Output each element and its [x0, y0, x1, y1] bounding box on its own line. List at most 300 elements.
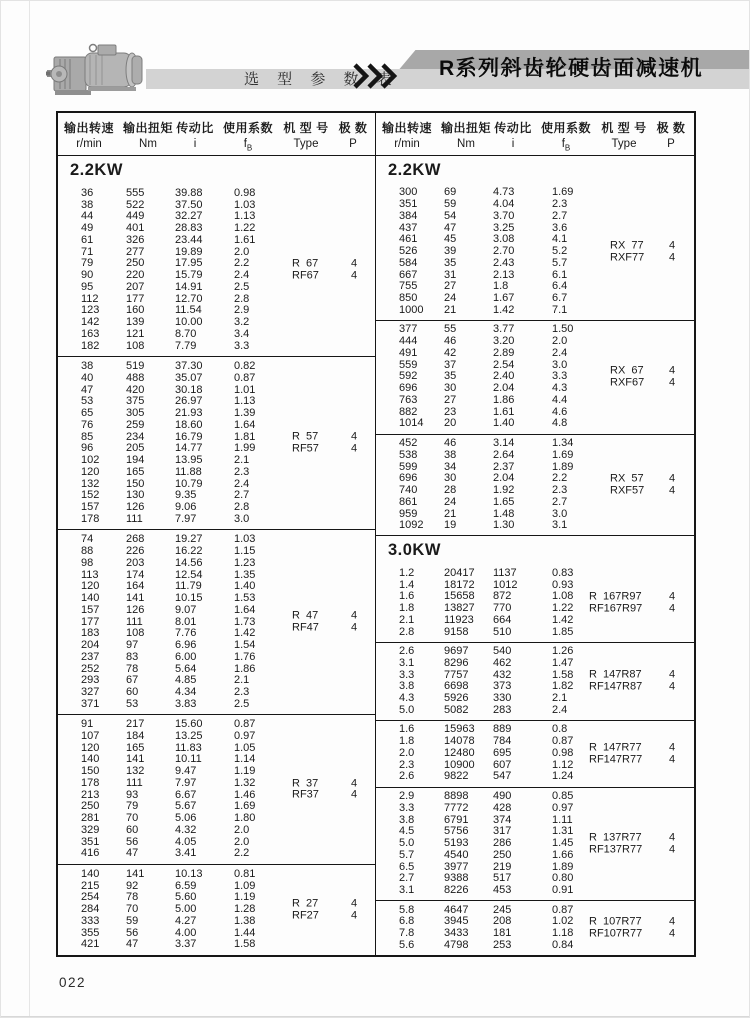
output-speed-value: 377 — [399, 323, 418, 336]
output-speed-value: 284 — [81, 903, 100, 916]
output-speed-value: 53 — [81, 395, 94, 408]
model-line — [589, 670, 683, 682]
table-row — [376, 438, 694, 450]
ratio-value: 3.83 — [175, 697, 197, 710]
service-factor-value: 2.1 — [552, 692, 568, 705]
service-factor-value: 1.47 — [552, 656, 574, 669]
ratio-value: 11.88 — [175, 465, 202, 478]
service-factor-value: 1.66 — [552, 848, 574, 861]
ratio-value: 14.77 — [175, 442, 203, 455]
ratio-value: 607 — [493, 758, 512, 771]
service-factor-value: 2.5 — [234, 280, 250, 293]
pole-count: 4 — [351, 776, 358, 789]
service-factor-value: 2.3 — [234, 686, 250, 698]
output-torque-value: 132 — [126, 765, 145, 778]
output-torque-value: 5756 — [444, 825, 469, 838]
model-type: RXF57 — [610, 484, 645, 497]
model-type: R 167R97 — [589, 590, 642, 603]
output-speed-value: 861 — [399, 495, 418, 508]
ratio-value: 5.64 — [175, 662, 197, 675]
output-torque-value: 174 — [126, 568, 145, 581]
parameter-block — [376, 184, 694, 321]
header-ratio: 传动比 i — [494, 120, 532, 150]
service-factor-value: 1.44 — [234, 926, 256, 939]
ratio-value: 9.06 — [175, 501, 197, 514]
table-row — [376, 223, 694, 235]
table-row — [58, 825, 375, 837]
service-factor-value: 2.2 — [552, 472, 568, 485]
ratio-value: 1.65 — [493, 495, 515, 508]
output-speed-value: 2.1 — [399, 613, 415, 626]
output-speed-value: 98 — [81, 556, 94, 569]
ratio-value: 8.70 — [175, 327, 197, 340]
model-line — [292, 611, 365, 623]
model-type: RXF77 — [610, 251, 645, 264]
service-factor-value: 6.1 — [552, 268, 568, 281]
service-factor-value: 1.58 — [552, 668, 574, 681]
pole-count: 4 — [351, 897, 358, 910]
output-speed-value: 44 — [81, 210, 94, 223]
service-factor-value: 1.80 — [234, 812, 256, 825]
ratio-value: 11.83 — [175, 741, 202, 754]
output-torque-value: 46 — [444, 335, 457, 348]
service-factor-value: 4.1 — [552, 233, 568, 246]
table-header — [58, 113, 694, 156]
power-section-label: 3.0KW — [388, 541, 441, 560]
service-factor-value: 2.1 — [234, 454, 250, 467]
ratio-value: 14.56 — [175, 556, 203, 569]
ratio-value: 5.06 — [175, 812, 197, 825]
ratio-value: 23.44 — [175, 233, 203, 246]
parameter-block — [58, 715, 375, 865]
service-factor-value: 2.7 — [552, 495, 568, 508]
output-torque-value: 21 — [444, 303, 457, 316]
table-row — [376, 336, 694, 348]
model-line — [589, 754, 683, 766]
output-speed-value: 5.0 — [399, 703, 415, 716]
output-speed-value: 5.0 — [399, 837, 415, 850]
output-speed-value: 416 — [81, 847, 100, 860]
table-row — [376, 724, 694, 736]
output-speed-value: 49 — [81, 222, 94, 235]
service-factor-value: 2.2 — [234, 257, 250, 270]
output-speed-value: 7.8 — [399, 927, 415, 940]
output-torque-value: 31 — [444, 268, 457, 281]
ratio-value: 2.04 — [493, 382, 515, 395]
model-labels — [292, 778, 365, 802]
output-speed-value: 538 — [399, 448, 418, 461]
output-speed-value: 152 — [81, 489, 100, 502]
output-torque-value: 205 — [126, 442, 145, 455]
output-speed-value: 142 — [81, 316, 100, 329]
header-poles: 极 数 P — [338, 120, 368, 150]
output-speed-value: 71 — [81, 245, 94, 258]
model-type: RF147R87 — [589, 680, 643, 693]
service-factor-value: 0.91 — [552, 884, 574, 897]
ratio-value: 6.67 — [175, 788, 197, 801]
ratio-value: 21.93 — [175, 407, 203, 420]
ratio-value: 2.40 — [493, 370, 515, 383]
service-factor-value: 1.39 — [234, 407, 256, 420]
table-row — [58, 305, 375, 317]
ratio-value: 1137 — [493, 566, 517, 579]
table-row — [376, 281, 694, 293]
service-factor-value: 2.5 — [234, 697, 250, 710]
ratio-value: 1.42 — [493, 303, 515, 316]
output-speed-value: 90 — [81, 269, 94, 282]
pole-count: 4 — [669, 590, 676, 603]
service-factor-value: 1.64 — [234, 418, 256, 431]
table-row — [58, 490, 375, 502]
ratio-value: 330 — [493, 692, 512, 705]
pole-count: 4 — [669, 752, 676, 765]
output-speed-value: 559 — [399, 358, 418, 371]
service-factor-value: 7.1 — [552, 303, 568, 316]
service-factor-value: 1.89 — [552, 860, 574, 873]
output-torque-value: 220 — [126, 269, 145, 282]
service-factor-value: 1.45 — [552, 837, 574, 850]
service-factor-value: 3.3 — [552, 370, 568, 383]
output-torque-value: 555 — [126, 186, 145, 199]
service-factor-value: 0.82 — [234, 360, 256, 373]
service-factor-value: 0.87 — [234, 371, 256, 384]
parameter-block — [58, 530, 375, 715]
ratio-value: 1.30 — [493, 519, 515, 532]
service-factor-value: 1.50 — [552, 323, 574, 336]
output-speed-value: 85 — [81, 430, 94, 443]
output-torque-value: 70 — [126, 903, 139, 916]
output-torque-value: 150 — [126, 477, 145, 490]
output-torque-value: 375 — [126, 395, 145, 408]
model-line — [589, 928, 683, 940]
ratio-value: 517 — [493, 872, 512, 885]
ratio-value: 1.8 — [493, 280, 509, 293]
output-speed-value: 2.6 — [399, 770, 415, 783]
output-speed-value: 2.7 — [399, 872, 415, 885]
output-torque-value: 141 — [126, 753, 145, 766]
output-torque-value: 277 — [126, 245, 145, 258]
table-row — [376, 705, 694, 717]
output-speed-value: 102 — [81, 454, 100, 467]
output-speed-value: 526 — [399, 245, 418, 258]
output-speed-value: 2.6 — [399, 645, 415, 658]
table-row — [58, 928, 375, 940]
output-speed-value: 5.8 — [399, 903, 415, 916]
ratio-value: 1.61 — [493, 405, 515, 418]
model-labels — [610, 473, 683, 497]
output-speed-value: 65 — [81, 407, 94, 420]
ratio-value: 253 — [493, 938, 512, 951]
ratio-value: 12.54 — [175, 568, 203, 581]
table-row — [376, 803, 694, 815]
parameter-block — [376, 564, 694, 642]
output-speed-value: 5.6 — [399, 938, 415, 951]
table-row — [58, 317, 375, 329]
table-row — [58, 675, 375, 687]
service-factor-value: 4.6 — [552, 405, 568, 418]
service-factor-value: 2.8 — [234, 501, 250, 514]
output-speed-value: 281 — [81, 812, 100, 825]
service-factor-value: 2.2 — [234, 847, 250, 860]
ratio-value: 3.08 — [493, 233, 515, 246]
ratio-value: 1.67 — [493, 292, 515, 305]
service-factor-value: 1.99 — [234, 442, 256, 455]
header-poles: 极 数 P — [656, 120, 686, 150]
ratio-value: 1.48 — [493, 507, 515, 520]
model-line — [610, 377, 683, 389]
output-torque-value: 184 — [126, 729, 145, 742]
output-torque-value: 108 — [126, 627, 145, 640]
model-type: R 47 — [292, 609, 319, 622]
table-row — [58, 640, 375, 652]
table-row — [58, 570, 375, 582]
output-torque-value: 160 — [126, 304, 145, 317]
output-torque-value: 5193 — [444, 837, 469, 850]
output-torque-value: 59 — [126, 914, 139, 927]
model-line — [589, 742, 683, 754]
service-factor-value: 2.0 — [234, 823, 250, 836]
service-factor-value: 1.81 — [234, 430, 256, 443]
table-row — [376, 658, 694, 670]
ratio-value: 6.00 — [175, 650, 197, 663]
output-speed-value: 1.8 — [399, 735, 415, 748]
pole-count: 4 — [351, 430, 358, 443]
pole-count: 4 — [669, 915, 676, 928]
model-line — [610, 366, 683, 378]
model-labels — [292, 258, 365, 282]
output-torque-value: 13827 — [444, 602, 475, 615]
output-torque-value: 9697 — [444, 645, 469, 658]
output-torque-value: 8226 — [444, 884, 469, 897]
output-torque-value: 207 — [126, 280, 145, 293]
table-row — [376, 627, 694, 639]
ratio-value: 10.13 — [175, 867, 203, 880]
table-row — [376, 862, 694, 874]
table-row — [376, 568, 694, 580]
table-row — [58, 699, 375, 711]
output-speed-value: 38 — [81, 360, 94, 373]
table-row — [58, 211, 375, 223]
ratio-value: 540 — [493, 645, 512, 658]
service-factor-value: 1.61 — [234, 233, 256, 246]
ratio-value: 245 — [493, 903, 512, 916]
service-factor-value: 3.0 — [552, 358, 568, 371]
service-factor-value: 3.0 — [234, 512, 250, 525]
output-speed-value: 882 — [399, 405, 418, 418]
model-labels — [589, 670, 683, 694]
output-speed-value: 850 — [399, 292, 418, 305]
table-row — [58, 514, 375, 526]
output-speed-value: 763 — [399, 393, 418, 406]
output-torque-value: 268 — [126, 533, 145, 546]
ratio-value: 428 — [493, 801, 512, 814]
output-speed-value: 107 — [81, 729, 100, 742]
output-speed-value: 113 — [81, 568, 99, 581]
ratio-value: 12.70 — [175, 292, 203, 305]
model-labels — [610, 240, 683, 264]
ratio-value: 374 — [493, 813, 512, 826]
service-factor-value: 2.8 — [234, 292, 250, 305]
service-factor-value: 1.22 — [552, 602, 574, 615]
ratio-value: 16.22 — [175, 545, 203, 557]
output-torque-value: 108 — [126, 339, 145, 352]
output-speed-value: 76 — [81, 418, 94, 431]
output-torque-value: 97 — [126, 639, 139, 651]
output-speed-value: 696 — [399, 472, 418, 485]
output-speed-value: 355 — [81, 926, 100, 939]
ratio-value: 286 — [493, 837, 512, 850]
ratio-value: 19.27 — [175, 533, 203, 546]
table-row — [58, 467, 375, 479]
service-factor-value: 0.87 — [234, 718, 256, 731]
output-torque-value: 30 — [444, 472, 457, 485]
table-column-right — [376, 156, 694, 955]
output-speed-value: 178 — [81, 512, 100, 525]
ratio-value: 9.07 — [175, 603, 197, 616]
output-torque-value: 3433 — [444, 927, 469, 940]
ratio-value: 490 — [493, 790, 512, 803]
output-speed-value: 4.3 — [399, 692, 415, 705]
service-factor-value: 1.22 — [234, 222, 256, 235]
output-speed-value: 237 — [81, 650, 100, 663]
service-factor-value: 2.0 — [234, 245, 250, 258]
output-speed-value: 120 — [81, 580, 100, 593]
model-type: RX 57 — [610, 472, 644, 485]
output-speed-value: 2.3 — [399, 758, 415, 771]
output-speed-value: 3.1 — [399, 656, 415, 669]
table-row — [58, 396, 375, 408]
service-factor-value: 1.34 — [552, 437, 574, 450]
output-speed-value: 74 — [81, 533, 94, 546]
output-speed-value: 252 — [81, 662, 100, 675]
model-labels — [292, 611, 365, 635]
output-speed-value: 461 — [399, 233, 418, 246]
parameter-block — [376, 643, 694, 721]
model-type: RF137R77 — [589, 842, 643, 855]
output-torque-value: 8898 — [444, 790, 469, 803]
service-factor-value: 3.2 — [234, 316, 250, 329]
ratio-value: 37.30 — [175, 360, 203, 373]
ratio-value: 2.13 — [493, 268, 515, 281]
model-type: RF27 — [292, 909, 319, 922]
ratio-value: 17.95 — [175, 257, 203, 270]
table-row — [58, 719, 375, 731]
parameter-block — [376, 788, 694, 902]
table-row — [58, 558, 375, 570]
service-factor-value: 0.87 — [552, 735, 574, 748]
ratio-value: 2.43 — [493, 256, 515, 269]
output-speed-value: 163 — [81, 327, 100, 340]
service-factor-value: 2.7 — [552, 209, 568, 222]
service-factor-value: 2.0 — [234, 835, 250, 848]
parameter-block — [58, 357, 375, 530]
table-row — [376, 270, 694, 282]
table-row — [58, 837, 375, 849]
table-row — [376, 462, 694, 474]
output-speed-value: 213 — [81, 788, 100, 801]
output-speed-value: 1.6 — [399, 590, 415, 603]
output-speed-value: 599 — [399, 460, 418, 473]
output-speed-value: 327 — [81, 686, 100, 698]
service-factor-value: 5.7 — [552, 256, 568, 269]
output-torque-value: 449 — [126, 210, 145, 223]
ratio-value: 373 — [493, 680, 512, 693]
output-torque-value: 11923 — [444, 613, 474, 626]
output-torque-value: 19 — [444, 519, 457, 532]
output-torque-value: 20 — [444, 417, 457, 430]
service-factor-value: 0.87 — [552, 903, 574, 916]
output-torque-value: 488 — [126, 371, 145, 384]
output-torque-value: 111 — [126, 615, 143, 628]
ratio-value: 35.07 — [175, 371, 203, 384]
table-row — [58, 534, 375, 546]
ratio-value: 2.37 — [493, 460, 515, 473]
output-speed-value: 4.5 — [399, 825, 415, 838]
service-factor-value: 1.35 — [234, 568, 256, 581]
service-factor-value: 1.11 — [552, 813, 573, 826]
model-type: R 147R87 — [589, 668, 642, 681]
output-speed-value: 444 — [399, 335, 418, 348]
output-torque-value: 3977 — [444, 860, 469, 873]
ratio-value: 889 — [493, 723, 512, 736]
service-factor-value: 5.2 — [552, 245, 568, 258]
output-speed-value: 157 — [81, 501, 100, 514]
output-torque-value: 165 — [126, 465, 145, 478]
pole-count: 4 — [669, 239, 676, 252]
parameter-block — [58, 865, 375, 955]
ratio-value: 3.77 — [493, 323, 515, 336]
output-speed-value: 123 — [81, 304, 100, 317]
service-factor-value: 4.3 — [552, 382, 568, 395]
table-row — [376, 520, 694, 532]
service-factor-value: 1.40 — [234, 580, 256, 593]
output-speed-value: 2.0 — [399, 746, 415, 759]
ratio-value: 3.14 — [493, 437, 515, 450]
service-factor-value: 1.14 — [234, 753, 256, 766]
ratio-value: 317 — [493, 825, 512, 838]
service-factor-value: 1.03 — [234, 533, 256, 546]
service-factor-value: 1.23 — [234, 556, 256, 569]
output-speed-value: 88 — [81, 545, 94, 557]
table-row — [58, 282, 375, 294]
output-torque-value: 250 — [126, 257, 145, 270]
table-row — [58, 247, 375, 259]
ratio-value: 11.54 — [175, 304, 202, 317]
service-factor-value: 2.4 — [552, 703, 568, 716]
output-speed-value: 96 — [81, 442, 94, 455]
output-torque-value: 9388 — [444, 872, 469, 885]
table-row — [58, 801, 375, 813]
service-factor-value: 1.46 — [234, 788, 256, 801]
table-row — [58, 652, 375, 664]
output-torque-value: 45 — [444, 233, 457, 246]
output-torque-value: 53 — [126, 697, 139, 710]
ratio-value: 695 — [493, 746, 512, 759]
service-factor-value: 2.3 — [552, 198, 568, 211]
output-torque-value: 78 — [126, 891, 139, 904]
service-factor-value: 1.69 — [552, 448, 574, 461]
ratio-value: 13.95 — [175, 454, 203, 467]
output-torque-value: 130 — [126, 489, 145, 502]
ratio-value: 4.27 — [175, 914, 197, 927]
ratio-value: 7.79 — [175, 339, 197, 352]
output-torque-value: 165 — [126, 741, 145, 754]
pole-count: 4 — [669, 842, 676, 855]
service-factor-value: 2.9 — [234, 304, 250, 317]
output-torque-value: 93 — [126, 788, 139, 801]
table-row — [58, 373, 375, 385]
table-row — [58, 754, 375, 766]
